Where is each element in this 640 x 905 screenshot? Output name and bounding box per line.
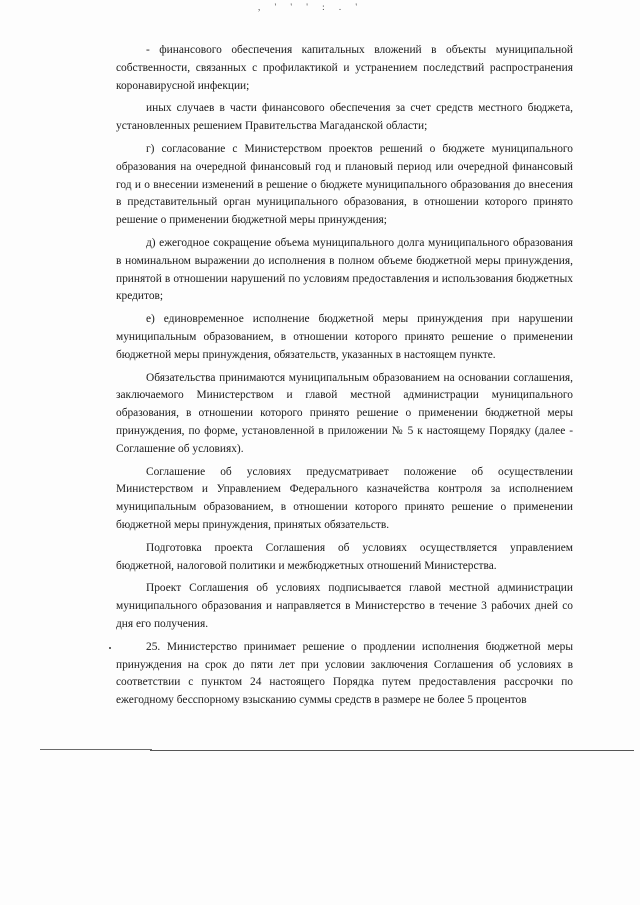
paragraph-agreement-provisions: Соглашение об условиях предусматривает положение об осуществлении Министерством и Управлением Федерального казначейства контроля за исполнением муниципальным образованием, в отношении которого принято решение о применении бюджетной меры принуждения, принятых обязательств. bbox=[116, 465, 573, 531]
paragraph-item-e: е) единовременное исполнение бюджетной меры принуждения при нарушении муниципальным образованием, в отношении которого принято решение о применении бюджетной меры принуждения, обязательств, указанных в настоящем пункте. bbox=[116, 313, 573, 361]
scan-artifact-dot bbox=[109, 647, 111, 649]
paragraph-other-cases: иных случаев в части финансового обеспечения за счет средств местного бюджета, установленных решением Правительства Магаданской области; bbox=[116, 102, 573, 133]
paragraph-item-25: 25. Министерство принимает решение о продлении исполнения бюджетной меры принуждения на срок до пяти лет при условии заключения Соглашения об условиях в соответствии с пунктом 24 настоящего Порядка путем предоставления рассрочки по ежегодному бесспорному взысканию суммы средств в размере не более 5 процентов bbox=[116, 640, 573, 707]
paragraph-item-d: д) ежегодное сокращение объема муниципального долга муниципального образования в номинальном выражении до исполнения в полном объеме бюджетной меры принуждения, принятой в отношении нарушений по условиям предоставления и использования бюджетных кредитов; bbox=[116, 236, 573, 303]
paragraph-obligations: Обязательства принимаются муниципальным образованием на основании соглашения, заключаемого Министерством и главой местной администрации муниципального образования, в отношении которого принято решение о применении бюджетной меры принуждения, по форме, установленной в приложении № 5 к настоящему Порядку (далее - Соглашение об условиях). bbox=[116, 371, 573, 455]
scan-edge-line-left bbox=[40, 749, 152, 750]
paragraph-preparation: Подготовка проекта Соглашения об условиях осуществляется управлением бюджетной, налоговой политики и межбюджетных отношений Министерства. bbox=[116, 541, 573, 572]
document-body bbox=[116, 42, 573, 715]
paragraph-signing: Проект Соглашения об условиях подписывается главой местной администрации муниципального образования и направляется в Министерство в течение 3 рабочих дней со дня его получения. bbox=[116, 582, 573, 630]
paragraph-financing-capital: - финансового обеспечения капитальных вложений в объекты муниципальной собственности, связанных с профилактикой и устранением последствий распространения коронавирусной инфекции; bbox=[116, 44, 573, 92]
page-header-marks: , ' ' ' : . ' bbox=[258, 2, 363, 12]
paragraph-item-g: г) согласование с Министерством проектов решений о бюджете муниципального образования на очередной финансовый год и плановый период или очередной финансовый год и о внесении изменений в решение о бюджете муниципального образования до внесения в представительный орган муниципального образования, в отношении которого принято решение о применении бюджетной меры принуждения; bbox=[116, 142, 573, 227]
scan-edge-line bbox=[150, 750, 634, 751]
